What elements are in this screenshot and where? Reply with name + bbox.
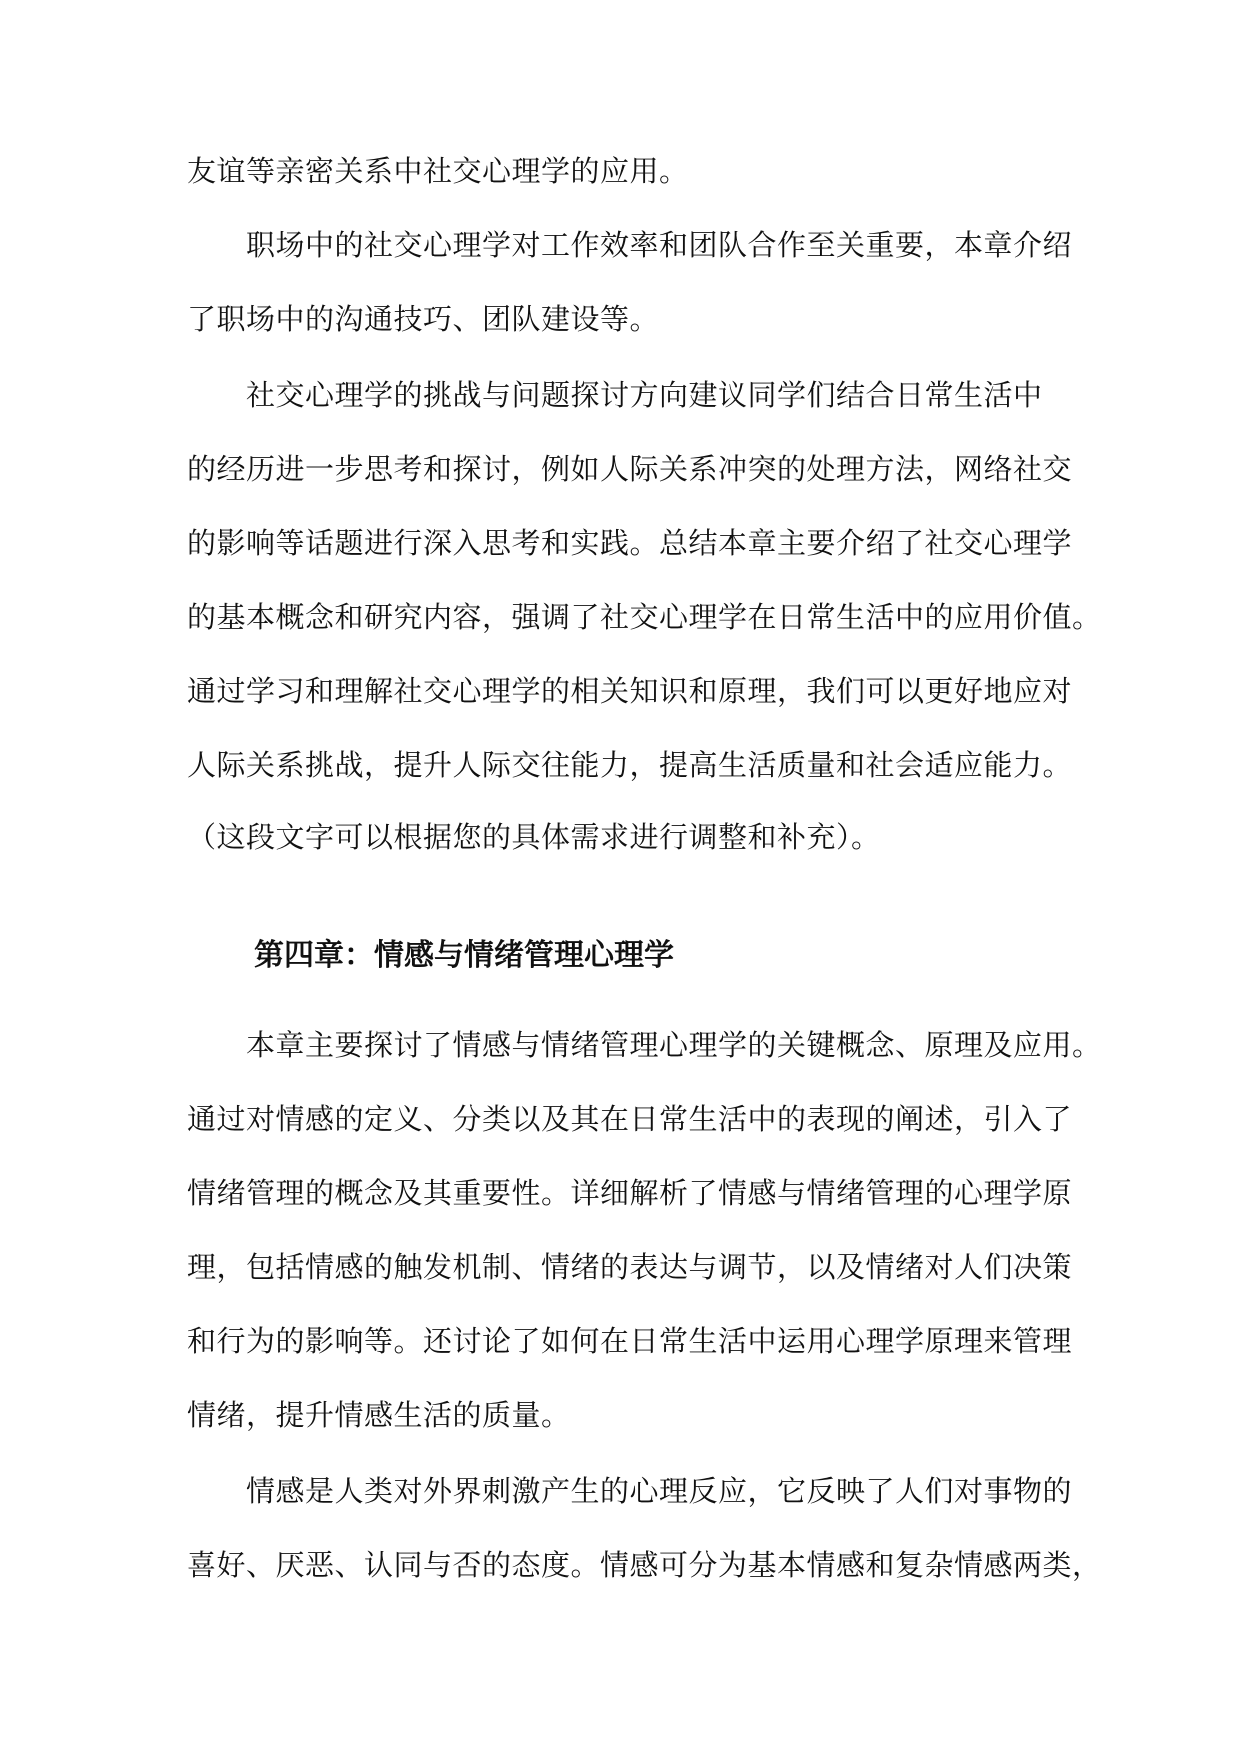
paragraph-2-line-1: 职场中的社交心理学对工作效率和团队合作至关重要，本章介绍: [246, 228, 1073, 262]
chapter-paragraph-2-line-2: 喜好、厌恶、认同与否的态度。情感可分为基本情感和复杂情感两类，: [187, 1548, 1102, 1582]
paragraph-3-line-5: 通过学习和理解社交心理学的相关知识和原理，我们可以更好地应对: [187, 674, 1073, 708]
chapter-paragraph-2-line-1: 情感是人类对外界刺激产生的心理反应，它反映了人们对事物的: [246, 1474, 1073, 1508]
chapter-paragraph-1-line-3: 情绪管理的概念及其重要性。详细解析了情感与情绪管理的心理学原: [187, 1176, 1073, 1210]
paragraph-3-line-6: 人际关系挑战，提升人际交往能力，提高生活质量和社会适应能力。: [187, 748, 1073, 782]
paragraph-3-line-2: 的经历进一步思考和探讨，例如人际关系冲突的处理方法，网络社交: [187, 452, 1073, 486]
paragraph-3-line-7: （这段文字可以根据您的具体需求进行调整和补充）。: [187, 820, 881, 854]
chapter-paragraph-1-line-4: 理，包括情感的触发机制、情绪的表达与调节，以及情绪对人们决策: [187, 1250, 1073, 1284]
paragraph-1-line-1: 友谊等亲密关系中社交心理学的应用。: [187, 154, 689, 188]
chapter-heading: 第四章：情感与情绪管理心理学: [254, 938, 674, 973]
chapter-paragraph-1-line-5: 和行为的影响等。还讨论了如何在日常生活中运用心理学原理来管理: [187, 1324, 1073, 1358]
paragraph-3-line-4: 的基本概念和研究内容，强调了社交心理学在日常生活中的应用价值。: [187, 600, 1102, 634]
paragraph-2-line-2: 了职场中的沟通技巧、团队建设等。: [187, 302, 660, 336]
paragraph-3-line-1: 社交心理学的挑战与问题探讨方向建议同学们结合日常生活中: [246, 378, 1043, 412]
chapter-paragraph-1-line-1: 本章主要探讨了情感与情绪管理心理学的关键概念、原理及应用。: [246, 1028, 1102, 1062]
chapter-paragraph-1-line-6: 情绪，提升情感生活的质量。: [187, 1398, 571, 1432]
chapter-paragraph-1-line-2: 通过对情感的定义、分类以及其在日常生活中的表现的阐述，引入了: [187, 1102, 1073, 1136]
paragraph-3-line-3: 的影响等话题进行深入思考和实践。总结本章主要介绍了社交心理学: [187, 526, 1073, 560]
